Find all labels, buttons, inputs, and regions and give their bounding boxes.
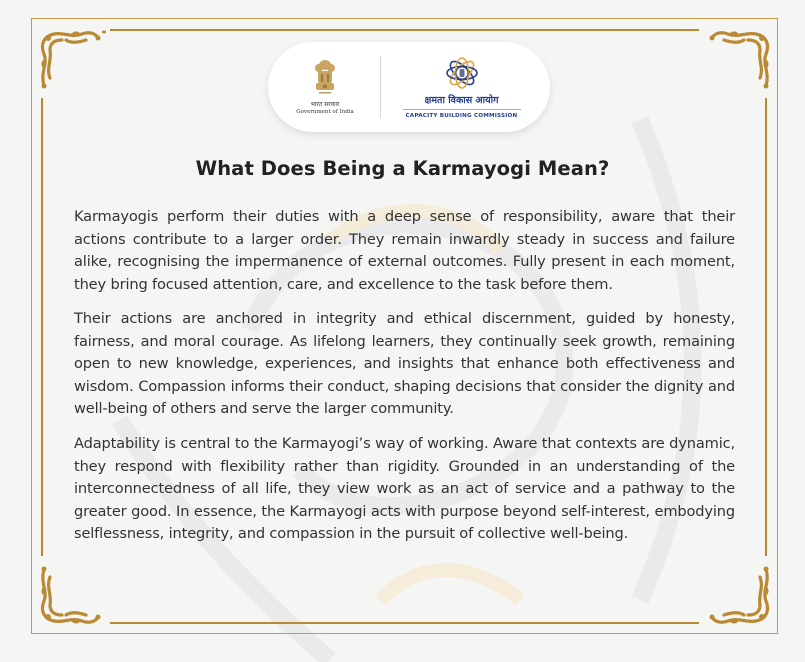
ornamental-corner-icon bbox=[36, 24, 106, 94]
paragraph-1: Karmayogis perform their duties with a deep sense of responsibility, aware that their actions contribute to a larger order. They remain inwardly steady in success and failure alike, recognising the impermanence of external outcomes. Fully present in each moment, they bring focused attention, care, and excellence to the task before them. bbox=[74, 208, 735, 293]
capacity-building-commission-logo bbox=[383, 55, 550, 120]
cbc-divider-rule bbox=[403, 109, 521, 110]
ornamental-corner-icon bbox=[704, 561, 774, 631]
national-emblem-icon bbox=[312, 58, 338, 98]
paragraph-3: Adaptability is central to the Karmayogi’s way of working. Aware that contexts are dynamic, they respond with flexibility rather than rigidity. Grounded in an understanding of the interconnectedness of all life, they view work as an act of service and a pathway to the greater good. In essence, the Karmayogi acts with purpose beyond self-interest, embodying selflessness, integrity, and compassion in the pursuit of collective well-being. bbox=[74, 435, 735, 542]
government-of-india-logo bbox=[268, 58, 378, 116]
page-title: What Does Being a Karmayogi Mean? bbox=[195, 157, 610, 180]
gov-english-label: Government of India bbox=[296, 109, 354, 115]
gov-hindi-label: भारत सरकार bbox=[310, 101, 340, 108]
cbc-english-label: CAPACITY BUILDING COMMISSION bbox=[405, 112, 518, 119]
cbc-hindi-label: क्षमता विकास आयोग bbox=[424, 94, 499, 106]
header-logo-pill bbox=[268, 42, 550, 132]
ornamental-corner-icon bbox=[36, 561, 106, 631]
paragraph-2: Their actions are anchored in integrity and ethical discernment, guided by honesty, fairness, and moral courage. As lifelong learners, they continually seek growth, remaining open to new knowledge, experiences, and insights that enhance both effectiveness and wisdom. Compassion informs their conduct, shaping decisions that consider the dignity and well-being of others and serve the larger community. bbox=[74, 310, 735, 417]
logo-divider bbox=[380, 56, 381, 118]
capacity-building-commission-logo-icon bbox=[444, 55, 480, 91]
ornamental-corner-icon bbox=[704, 24, 774, 94]
